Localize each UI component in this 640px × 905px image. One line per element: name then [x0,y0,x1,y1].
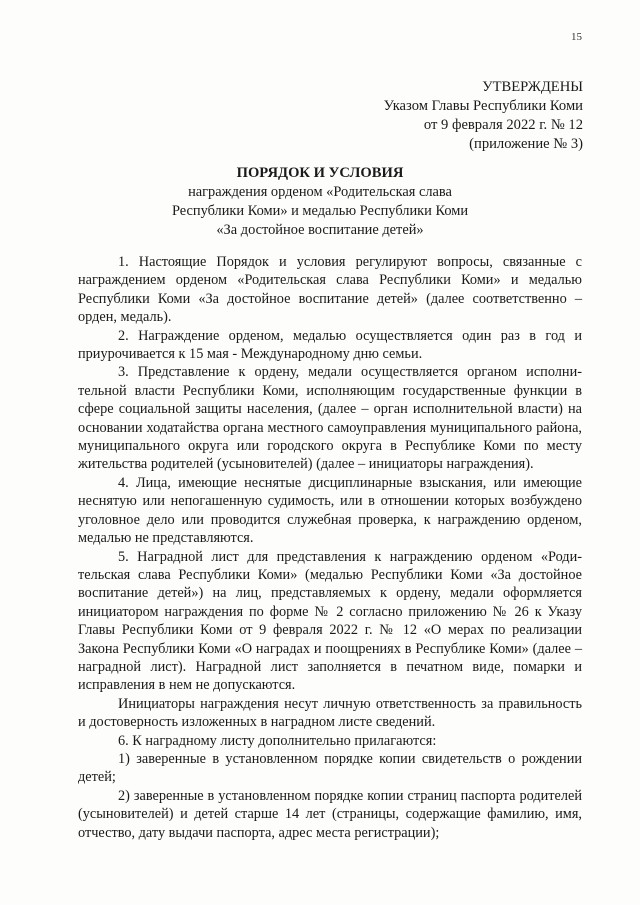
paragraph-responsibility: Инициаторы награждения несут личную ответственность за правильность и достоверность изложенных в наградном листе сведений. [78,695,582,731]
document-subtitle-line-1: награждения орденом «Родительская слава [188,184,452,200]
page-number: 15 [571,31,582,43]
paragraph-5: 5. Наградной лист для представления к награждению орденом «Родительская слава Республики Коми» (медалью Республики Коми «За достойное воспитание детей») на лиц, представляемых к ордену, медали оформляется инициатором награждения по форме № 2 согласно приложению № 26 к Указу Главы Республики Коми от 9 февраля 2022 г. № 12 «О мерах по реализации Закона Республики Коми «О наградах и поощрениях в Республике Коми» (далее – наградной лист). Наградной лист заполняется в печатном виде, помарки и исправления в нем не допускаются. [78,548,582,694]
approval-date: от 9 февраля 2022 г. № 12 [423,117,583,133]
paragraph-3: 3. Представление к ордену, медали осуществляется органом исполнительной власти Республики Коми, исполняющим государственные функции в сфере социальной защиты населения, (далее – орган исполнительной власти) на основании ходатайства органа местного самоуправления муниципального района, муниципального округа или городского округа в Республике Коми по месту жительства родителей (усыновителей) (далее – инициаторы награждения). [78,364,582,473]
list-item-2: 2) заверенные в установленном порядке копии страниц паспорта родителей (усыновителей) и детей старше 14 лет (страницы, содержащие фамилию, имя, отчество, дату выдачи паспорта, адрес места регистрации); [78,787,582,841]
document-title-block [0,164,640,240]
paragraph-2: 2. Награждение орденом, медалью осуществляется один раз в год и приурочивается к 15 мая - Международному дню семьи. [78,327,582,363]
document-subtitle-line-2: Республики Коми» и медалью Республики Коми [171,203,469,219]
approval-appendix: (приложение № 3) [469,136,583,152]
paragraph-4: 4. Лица, имеющие неснятые дисциплинарные взыскания, или имеющие неснятую или непогашенную судимость, или в отношении которых возбуждено уголовное дело или проводится служебная проверка, к награждению орденом, медалью не представляются. [78,474,582,547]
approval-heading: УТВЕРЖДЕНЫ [482,79,583,95]
list-item-1: 1) заверенные в установленном порядке копии свидетельств о рождении детей; [78,750,582,786]
paragraph-6: 6. К наградному листу дополнительно прилагаются: [118,732,437,749]
document-subtitle-line-3: «За достойное воспитание детей» [216,222,424,238]
paragraph-1: 1. Настоящие Порядок и условия регулируют вопросы, связанные с награждением орденом «Родительская слава Республики Коми» и медалью Республики Коми «За достойное воспитание детей» (далее соответственно – орден, медаль). [78,254,582,326]
approval-decree: Указом Главы Республики Коми [383,98,583,114]
approval-block [384,78,583,154]
document-body [78,253,582,842]
document-title: ПОРЯДОК И УСЛОВИЯ [236,165,404,181]
